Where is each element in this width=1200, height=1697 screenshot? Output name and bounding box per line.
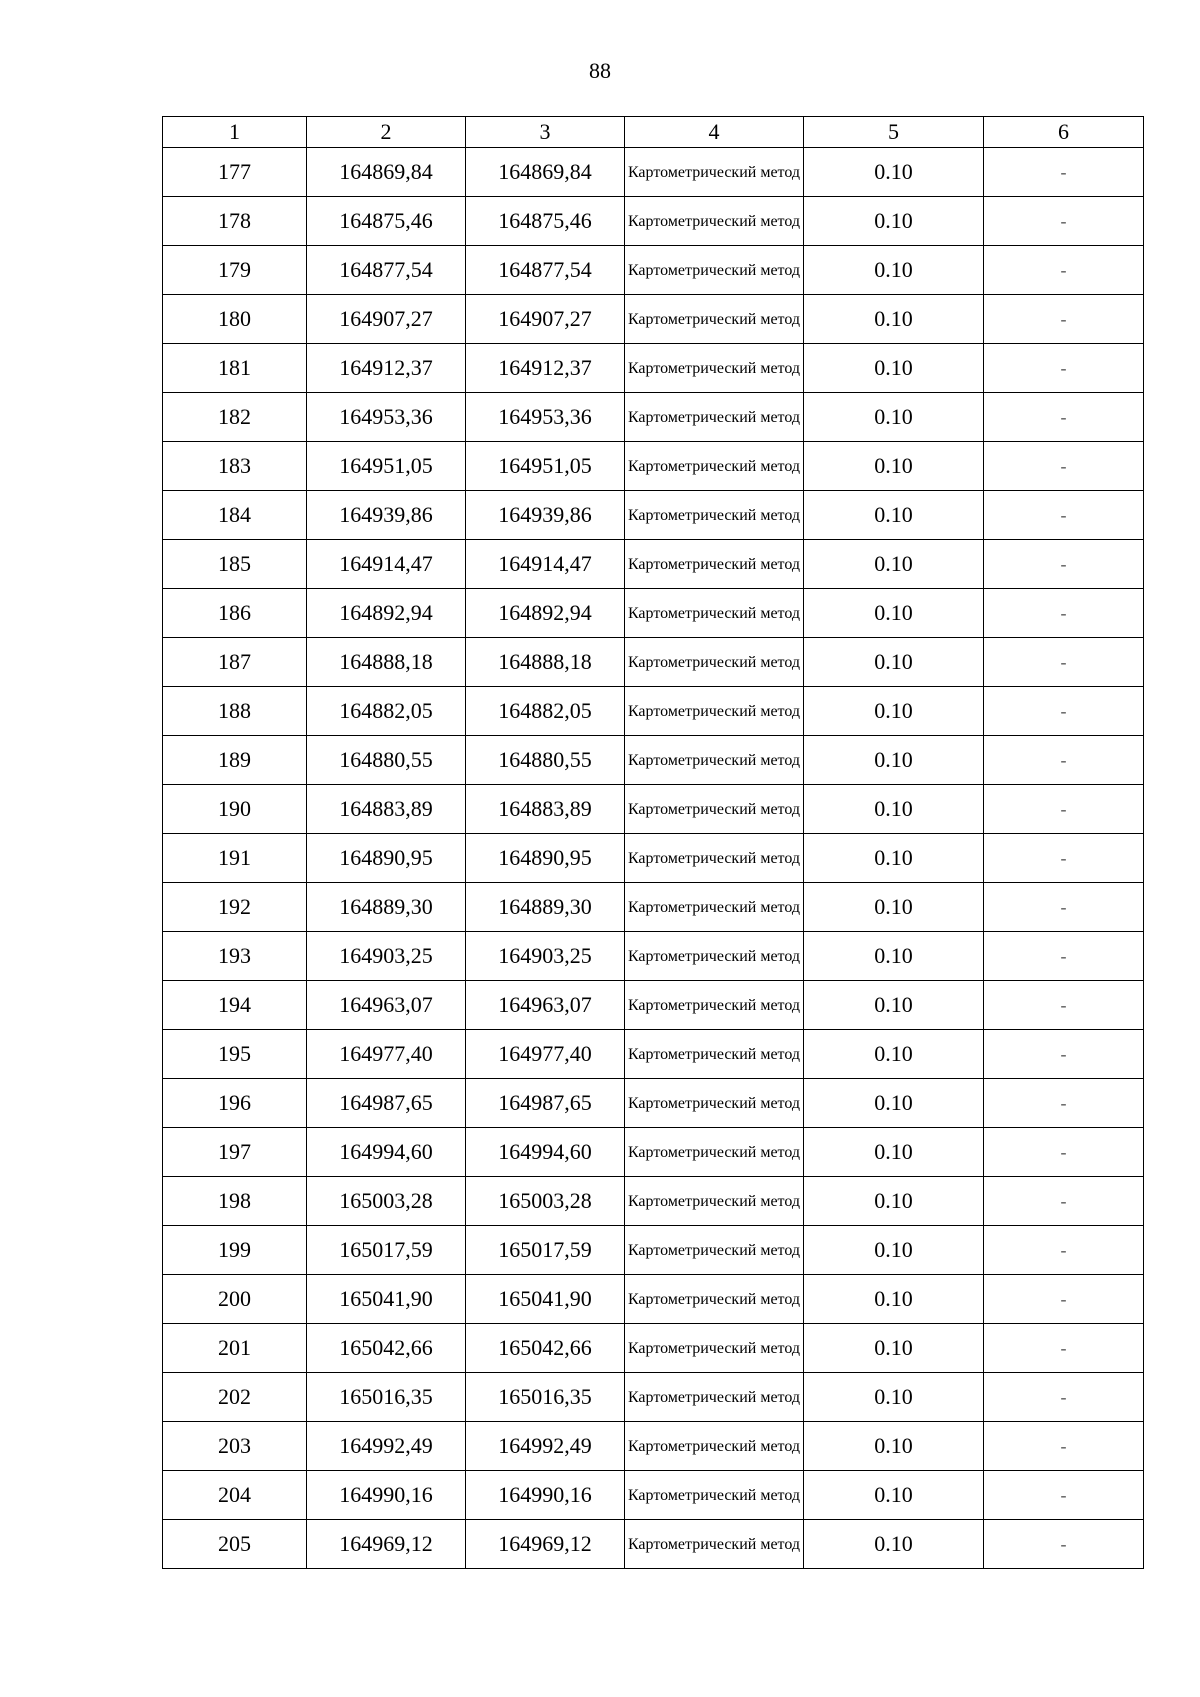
accuracy-cell: 0.10 [804,1079,984,1128]
y-coordinate-cell: 164969,12 [466,1520,625,1569]
table-row [163,393,1144,442]
accuracy-cell: 0.10 [804,344,984,393]
point-number-cell: 180 [163,295,307,344]
method-cell: Картометрический метод [625,295,804,344]
table-row [163,883,1144,932]
point-number-cell: 183 [163,442,307,491]
method-cell: Картометрический метод [625,1128,804,1177]
method-cell: Картометрический метод [625,148,804,197]
method-cell: Картометрический метод [625,687,804,736]
table-row [163,834,1144,883]
accuracy-cell: 0.10 [804,1177,984,1226]
method-cell: Картометрический метод [625,491,804,540]
table-row [163,785,1144,834]
note-cell: - [984,491,1144,540]
header-cell-5: 5 [804,117,984,148]
point-number-cell: 188 [163,687,307,736]
y-coordinate-cell: 164882,05 [466,687,625,736]
x-coordinate-cell: 164889,30 [307,883,466,932]
y-coordinate-cell: 164953,36 [466,393,625,442]
accuracy-cell: 0.10 [804,1422,984,1471]
accuracy-cell: 0.10 [804,540,984,589]
x-coordinate-cell: 164892,94 [307,589,466,638]
table-row [163,1324,1144,1373]
accuracy-cell: 0.10 [804,1226,984,1275]
x-coordinate-cell: 164963,07 [307,981,466,1030]
note-cell: - [984,344,1144,393]
note-cell: - [984,1275,1144,1324]
table-row [163,981,1144,1030]
method-cell: Картометрический метод [625,1324,804,1373]
table-header [163,117,1144,148]
note-cell: - [984,736,1144,785]
x-coordinate-cell: 164994,60 [307,1128,466,1177]
x-coordinate-cell: 164953,36 [307,393,466,442]
method-cell: Картометрический метод [625,1079,804,1128]
y-coordinate-cell: 164987,65 [466,1079,625,1128]
x-coordinate-cell: 164912,37 [307,344,466,393]
y-coordinate-cell: 164892,94 [466,589,625,638]
x-coordinate-cell: 164969,12 [307,1520,466,1569]
point-number-cell: 186 [163,589,307,638]
y-coordinate-cell: 164994,60 [466,1128,625,1177]
method-cell: Картометрический метод [625,883,804,932]
method-cell: Картометрический метод [625,1422,804,1471]
x-coordinate-cell: 164869,84 [307,148,466,197]
method-cell: Картометрический метод [625,540,804,589]
x-coordinate-cell: 164990,16 [307,1471,466,1520]
note-cell: - [984,442,1144,491]
note-cell: - [984,393,1144,442]
accuracy-cell: 0.10 [804,589,984,638]
accuracy-cell: 0.10 [804,393,984,442]
method-cell: Картометрический метод [625,1471,804,1520]
method-cell: Картометрический метод [625,442,804,491]
point-number-cell: 187 [163,638,307,687]
table-row [163,442,1144,491]
point-number-cell: 205 [163,1520,307,1569]
point-number-cell: 197 [163,1128,307,1177]
y-coordinate-cell: 164880,55 [466,736,625,785]
y-coordinate-cell: 164992,49 [466,1422,625,1471]
header-cell-4: 4 [625,117,804,148]
table-row [163,1422,1144,1471]
method-cell: Картометрический метод [625,932,804,981]
y-coordinate-cell: 164907,27 [466,295,625,344]
method-cell: Картометрический метод [625,834,804,883]
table-row [163,589,1144,638]
note-cell: - [984,197,1144,246]
method-cell: Картометрический метод [625,1275,804,1324]
method-cell: Картометрический метод [625,344,804,393]
point-number-cell: 203 [163,1422,307,1471]
note-cell: - [984,834,1144,883]
table-row [163,1275,1144,1324]
table-row [163,1471,1144,1520]
note-cell: - [984,1177,1144,1226]
x-coordinate-cell: 165042,66 [307,1324,466,1373]
method-cell: Картометрический метод [625,197,804,246]
accuracy-cell: 0.10 [804,148,984,197]
x-coordinate-cell: 164888,18 [307,638,466,687]
table-row [163,344,1144,393]
note-cell: - [984,883,1144,932]
table-row [163,1373,1144,1422]
x-coordinate-cell: 164987,65 [307,1079,466,1128]
accuracy-cell: 0.10 [804,1030,984,1079]
header-cell-1: 1 [163,117,307,148]
table-row [163,932,1144,981]
accuracy-cell: 0.10 [804,1324,984,1373]
note-cell: - [984,1079,1144,1128]
point-number-cell: 189 [163,736,307,785]
table-row [163,246,1144,295]
y-coordinate-cell: 164912,37 [466,344,625,393]
table-row [163,1128,1144,1177]
x-coordinate-cell: 164880,55 [307,736,466,785]
note-cell: - [984,932,1144,981]
accuracy-cell: 0.10 [804,1373,984,1422]
coordinates-table [162,116,1144,1569]
method-cell: Картометрический метод [625,1373,804,1422]
x-coordinate-cell: 164914,47 [307,540,466,589]
table-row [163,491,1144,540]
header-cell-6: 6 [984,117,1144,148]
point-number-cell: 185 [163,540,307,589]
point-number-cell: 184 [163,491,307,540]
x-coordinate-cell: 165041,90 [307,1275,466,1324]
y-coordinate-cell: 164869,84 [466,148,625,197]
point-number-cell: 193 [163,932,307,981]
accuracy-cell: 0.10 [804,295,984,344]
accuracy-cell: 0.10 [804,246,984,295]
accuracy-cell: 0.10 [804,834,984,883]
accuracy-cell: 0.10 [804,687,984,736]
point-number-cell: 201 [163,1324,307,1373]
note-cell: - [984,638,1144,687]
table-row [163,1177,1144,1226]
point-number-cell: 191 [163,834,307,883]
accuracy-cell: 0.10 [804,1471,984,1520]
note-cell: - [984,1373,1144,1422]
accuracy-cell: 0.10 [804,442,984,491]
table-row [163,638,1144,687]
note-cell: - [984,1324,1144,1373]
point-number-cell: 179 [163,246,307,295]
accuracy-cell: 0.10 [804,638,984,687]
note-cell: - [984,1471,1144,1520]
y-coordinate-cell: 164888,18 [466,638,625,687]
point-number-cell: 181 [163,344,307,393]
method-cell: Картометрический метод [625,981,804,1030]
note-cell: - [984,1030,1144,1079]
note-cell: - [984,981,1144,1030]
accuracy-cell: 0.10 [804,197,984,246]
note-cell: - [984,148,1144,197]
y-coordinate-cell: 164951,05 [466,442,625,491]
y-coordinate-cell: 164977,40 [466,1030,625,1079]
point-number-cell: 192 [163,883,307,932]
accuracy-cell: 0.10 [804,1128,984,1177]
note-cell: - [984,295,1144,344]
x-coordinate-cell: 164907,27 [307,295,466,344]
y-coordinate-cell: 165016,35 [466,1373,625,1422]
x-coordinate-cell: 164939,86 [307,491,466,540]
note-cell: - [984,687,1144,736]
accuracy-cell: 0.10 [804,736,984,785]
table-row [163,736,1144,785]
point-number-cell: 190 [163,785,307,834]
accuracy-cell: 0.10 [804,1520,984,1569]
header-cell-3: 3 [466,117,625,148]
method-cell: Картометрический метод [625,785,804,834]
accuracy-cell: 0.10 [804,491,984,540]
x-coordinate-cell: 164992,49 [307,1422,466,1471]
note-cell: - [984,1128,1144,1177]
point-number-cell: 178 [163,197,307,246]
x-coordinate-cell: 164877,54 [307,246,466,295]
note-cell: - [984,1226,1144,1275]
method-cell: Картометрический метод [625,393,804,442]
table-row [163,1226,1144,1275]
y-coordinate-cell: 164875,46 [466,197,625,246]
y-coordinate-cell: 165003,28 [466,1177,625,1226]
y-coordinate-cell: 164914,47 [466,540,625,589]
note-cell: - [984,785,1144,834]
page-number: 88 [589,58,611,83]
y-coordinate-cell: 164883,89 [466,785,625,834]
table-row [163,1520,1144,1569]
method-cell: Картометрический метод [625,1177,804,1226]
method-cell: Картометрический метод [625,1520,804,1569]
note-cell: - [984,589,1144,638]
header-cell-2: 2 [307,117,466,148]
table-row [163,540,1144,589]
y-coordinate-cell: 165042,66 [466,1324,625,1373]
point-number-cell: 204 [163,1471,307,1520]
table-row [163,148,1144,197]
accuracy-cell: 0.10 [804,981,984,1030]
accuracy-cell: 0.10 [804,883,984,932]
accuracy-cell: 0.10 [804,932,984,981]
header-row [163,117,1144,148]
y-coordinate-cell: 164990,16 [466,1471,625,1520]
table-row [163,687,1144,736]
y-coordinate-cell: 164963,07 [466,981,625,1030]
table-body [163,148,1144,1569]
x-coordinate-cell: 164903,25 [307,932,466,981]
point-number-cell: 177 [163,148,307,197]
point-number-cell: 196 [163,1079,307,1128]
note-cell: - [984,540,1144,589]
table-row [163,197,1144,246]
y-coordinate-cell: 164890,95 [466,834,625,883]
method-cell: Картометрический метод [625,589,804,638]
method-cell: Картометрический метод [625,638,804,687]
note-cell: - [984,246,1144,295]
point-number-cell: 202 [163,1373,307,1422]
x-coordinate-cell: 164977,40 [307,1030,466,1079]
x-coordinate-cell: 165016,35 [307,1373,466,1422]
accuracy-cell: 0.10 [804,1275,984,1324]
x-coordinate-cell: 164890,95 [307,834,466,883]
point-number-cell: 198 [163,1177,307,1226]
table-row [163,1030,1144,1079]
y-coordinate-cell: 164877,54 [466,246,625,295]
point-number-cell: 195 [163,1030,307,1079]
x-coordinate-cell: 165003,28 [307,1177,466,1226]
note-cell: - [984,1422,1144,1471]
y-coordinate-cell: 164939,86 [466,491,625,540]
y-coordinate-cell: 165017,59 [466,1226,625,1275]
x-coordinate-cell: 164875,46 [307,197,466,246]
x-coordinate-cell: 164951,05 [307,442,466,491]
point-number-cell: 199 [163,1226,307,1275]
method-cell: Картометрический метод [625,1226,804,1275]
y-coordinate-cell: 164903,25 [466,932,625,981]
note-cell: - [984,1520,1144,1569]
point-number-cell: 200 [163,1275,307,1324]
y-coordinate-cell: 164889,30 [466,883,625,932]
point-number-cell: 194 [163,981,307,1030]
x-coordinate-cell: 164883,89 [307,785,466,834]
point-number-cell: 182 [163,393,307,442]
x-coordinate-cell: 164882,05 [307,687,466,736]
method-cell: Картометрический метод [625,246,804,295]
accuracy-cell: 0.10 [804,785,984,834]
y-coordinate-cell: 165041,90 [466,1275,625,1324]
table-row [163,1079,1144,1128]
x-coordinate-cell: 165017,59 [307,1226,466,1275]
method-cell: Картометрический метод [625,1030,804,1079]
method-cell: Картометрический метод [625,736,804,785]
table-row [163,295,1144,344]
